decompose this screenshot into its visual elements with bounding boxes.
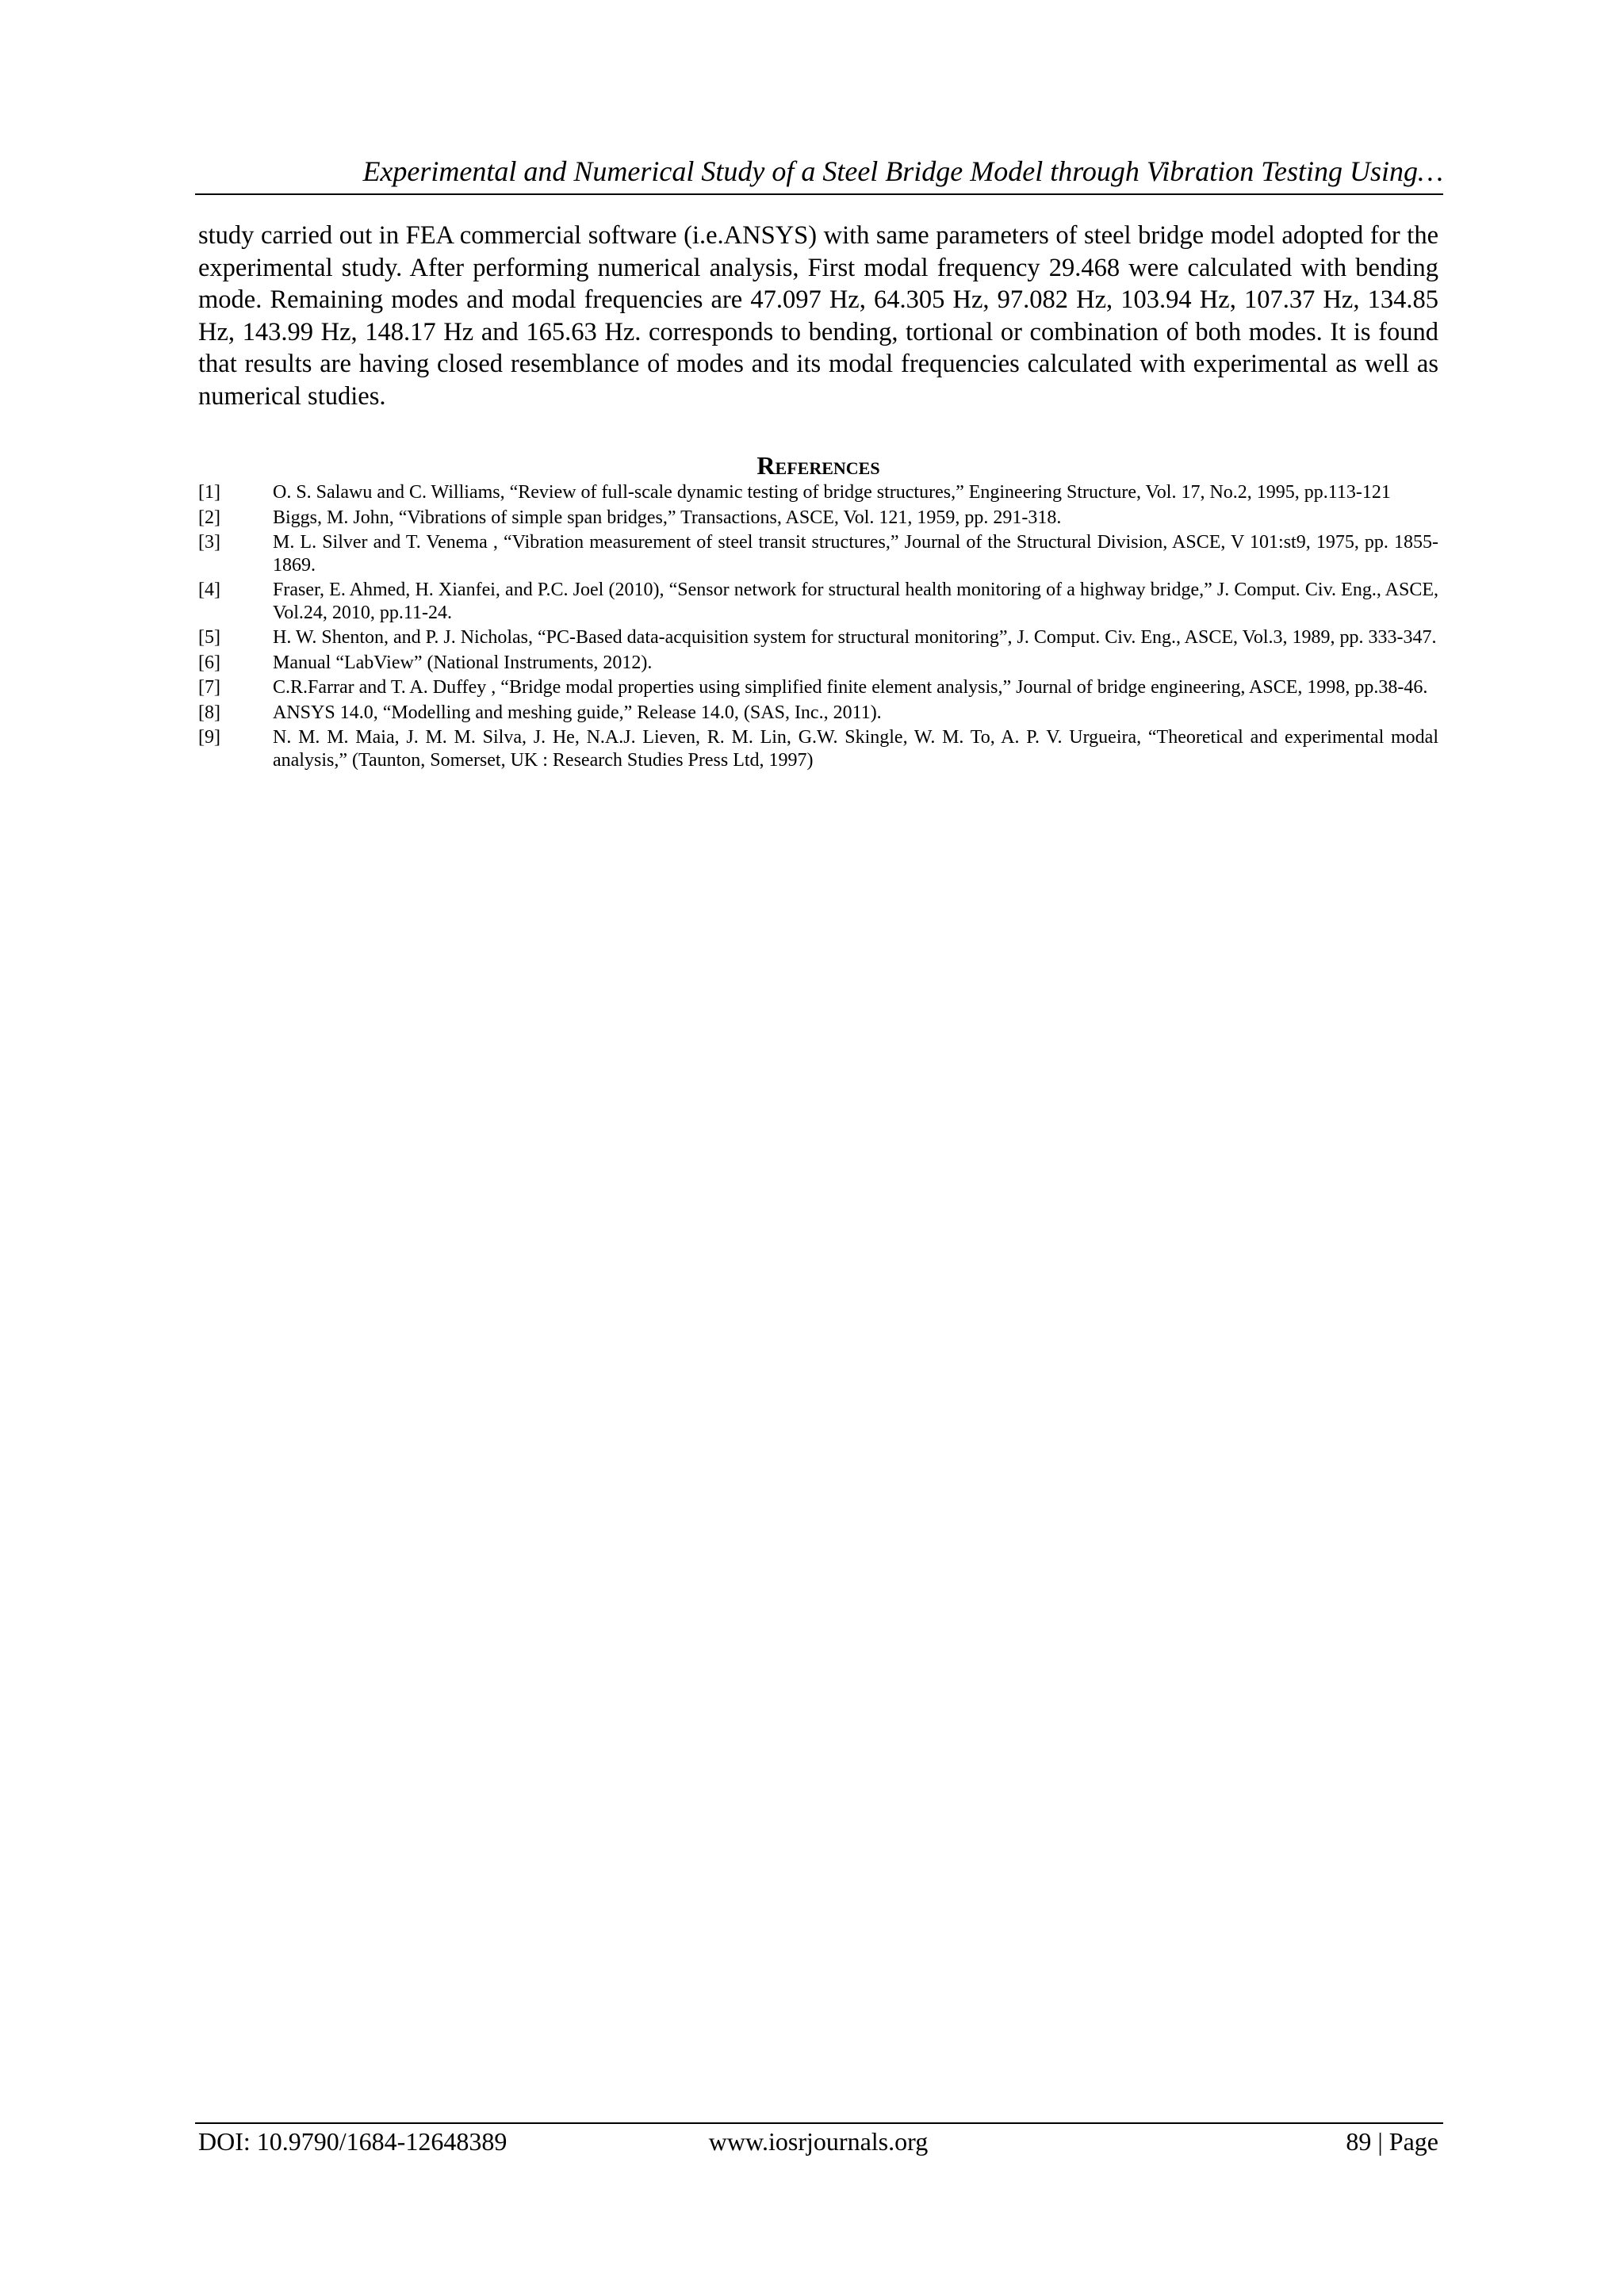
reference-item [198,626,1438,649]
reference-item [198,652,1438,675]
reference-text: C.R.Farrar and T. A. Duffey , “Bridge modal properties using simplified finite element analysis,” Journal of bridge engineering, ASCE, 1998, pp.38-46. [273,677,1428,698]
reference-item [198,507,1438,530]
footer-doi: DOI: 10.9790/1684-12648389 [198,2127,508,2156]
footer-website: www.iosrjournals.org [708,2127,929,2156]
references-heading: References [756,451,880,480]
references-list [198,481,1438,774]
reference-number: [9] [198,727,220,748]
footer-page-number: 89 | Page [1346,2127,1438,2156]
reference-number: [6] [198,652,220,673]
reference-text: Manual “LabView” (National Instruments, 2012). [273,652,653,673]
reference-text: M. L. Silver and T. Venema , “Vibration measurement of steel transit structures,” Journal of the Structural Division, ASCE, V 101:st9, 1975, pp. 1855-1869. [273,532,1438,576]
reference-item [198,481,1438,504]
reference-text: N. M. M. Maia, J. M. M. Silva, J. He, N.A.J. Lieven, R. M. Lin, G.W. Skingle, W. M. To, A. P. V. Urgueira, “Theoretical and experimental modal analysis,” (Taunton, Somerset, UK : Research Studies Press Ltd, 1997) [273,727,1438,771]
reference-number: [4] [198,580,220,600]
body-paragraph: study carried out in FEA commercial software (i.e.ANSYS) with same parameters of steel bridge model adopted for the experimental study. After performing numerical analysis, First modal frequency 29.468 were calculated with bending mode. Remaining modes and modal frequencies are 47.097 Hz, 64.305 Hz, 97.082 Hz, 103.94 Hz, 107.37 Hz, 134.85 Hz, 143.99 Hz, 148.17 Hz and 165.63 Hz. corresponds to bending, tortional or combination of both modes. It is found that results are having closed resemblance of modes and its modal frequencies calculated with experimental as well as numerical studies. [198,221,1438,411]
reference-number: [7] [198,677,220,698]
reference-text: H. W. Shenton, and P. J. Nicholas, “PC-Based data-acquisition system for structural monitoring”, J. Comput. Civ. Eng., ASCE, Vol.3, 1989, pp. 333-347. [273,627,1437,648]
reference-number: [5] [198,627,220,648]
reference-text: O. S. Salawu and C. Williams, “Review of full-scale dynamic testing of bridge structures,” Engineering Structure, Vol. 17, No.2, 1995, pp.113-121 [273,482,1391,503]
footer-divider [195,2122,1443,2124]
reference-item [198,726,1438,771]
reference-text: Fraser, E. Ahmed, H. Xianfei, and P.C. Joel (2010), “Sensor network for structural health monitoring of a highway bridge,” J. Comput. Civ. Eng., ASCE, Vol.24, 2010, pp.11-24. [273,580,1438,623]
reference-text: Biggs, M. John, “Vibrations of simple span bridges,” Transactions, ASCE, Vol. 121, 1959, pp. 291-318. [273,507,1062,528]
reference-number: [2] [198,507,220,528]
header-divider [195,193,1443,195]
reference-item [198,531,1438,576]
reference-item [198,676,1438,699]
reference-text: ANSYS 14.0, “Modelling and meshing guide,” Release 14.0, (SAS, Inc., 2011). [273,702,882,723]
reference-number: [3] [198,532,220,553]
reference-number: [8] [198,702,220,723]
running-header: Experimental and Numerical Study of a Steel Bridge Model through Vibration Testing Using… [362,155,1443,187]
reference-item [198,579,1438,624]
reference-number: [1] [198,482,220,503]
reference-item [198,702,1438,725]
